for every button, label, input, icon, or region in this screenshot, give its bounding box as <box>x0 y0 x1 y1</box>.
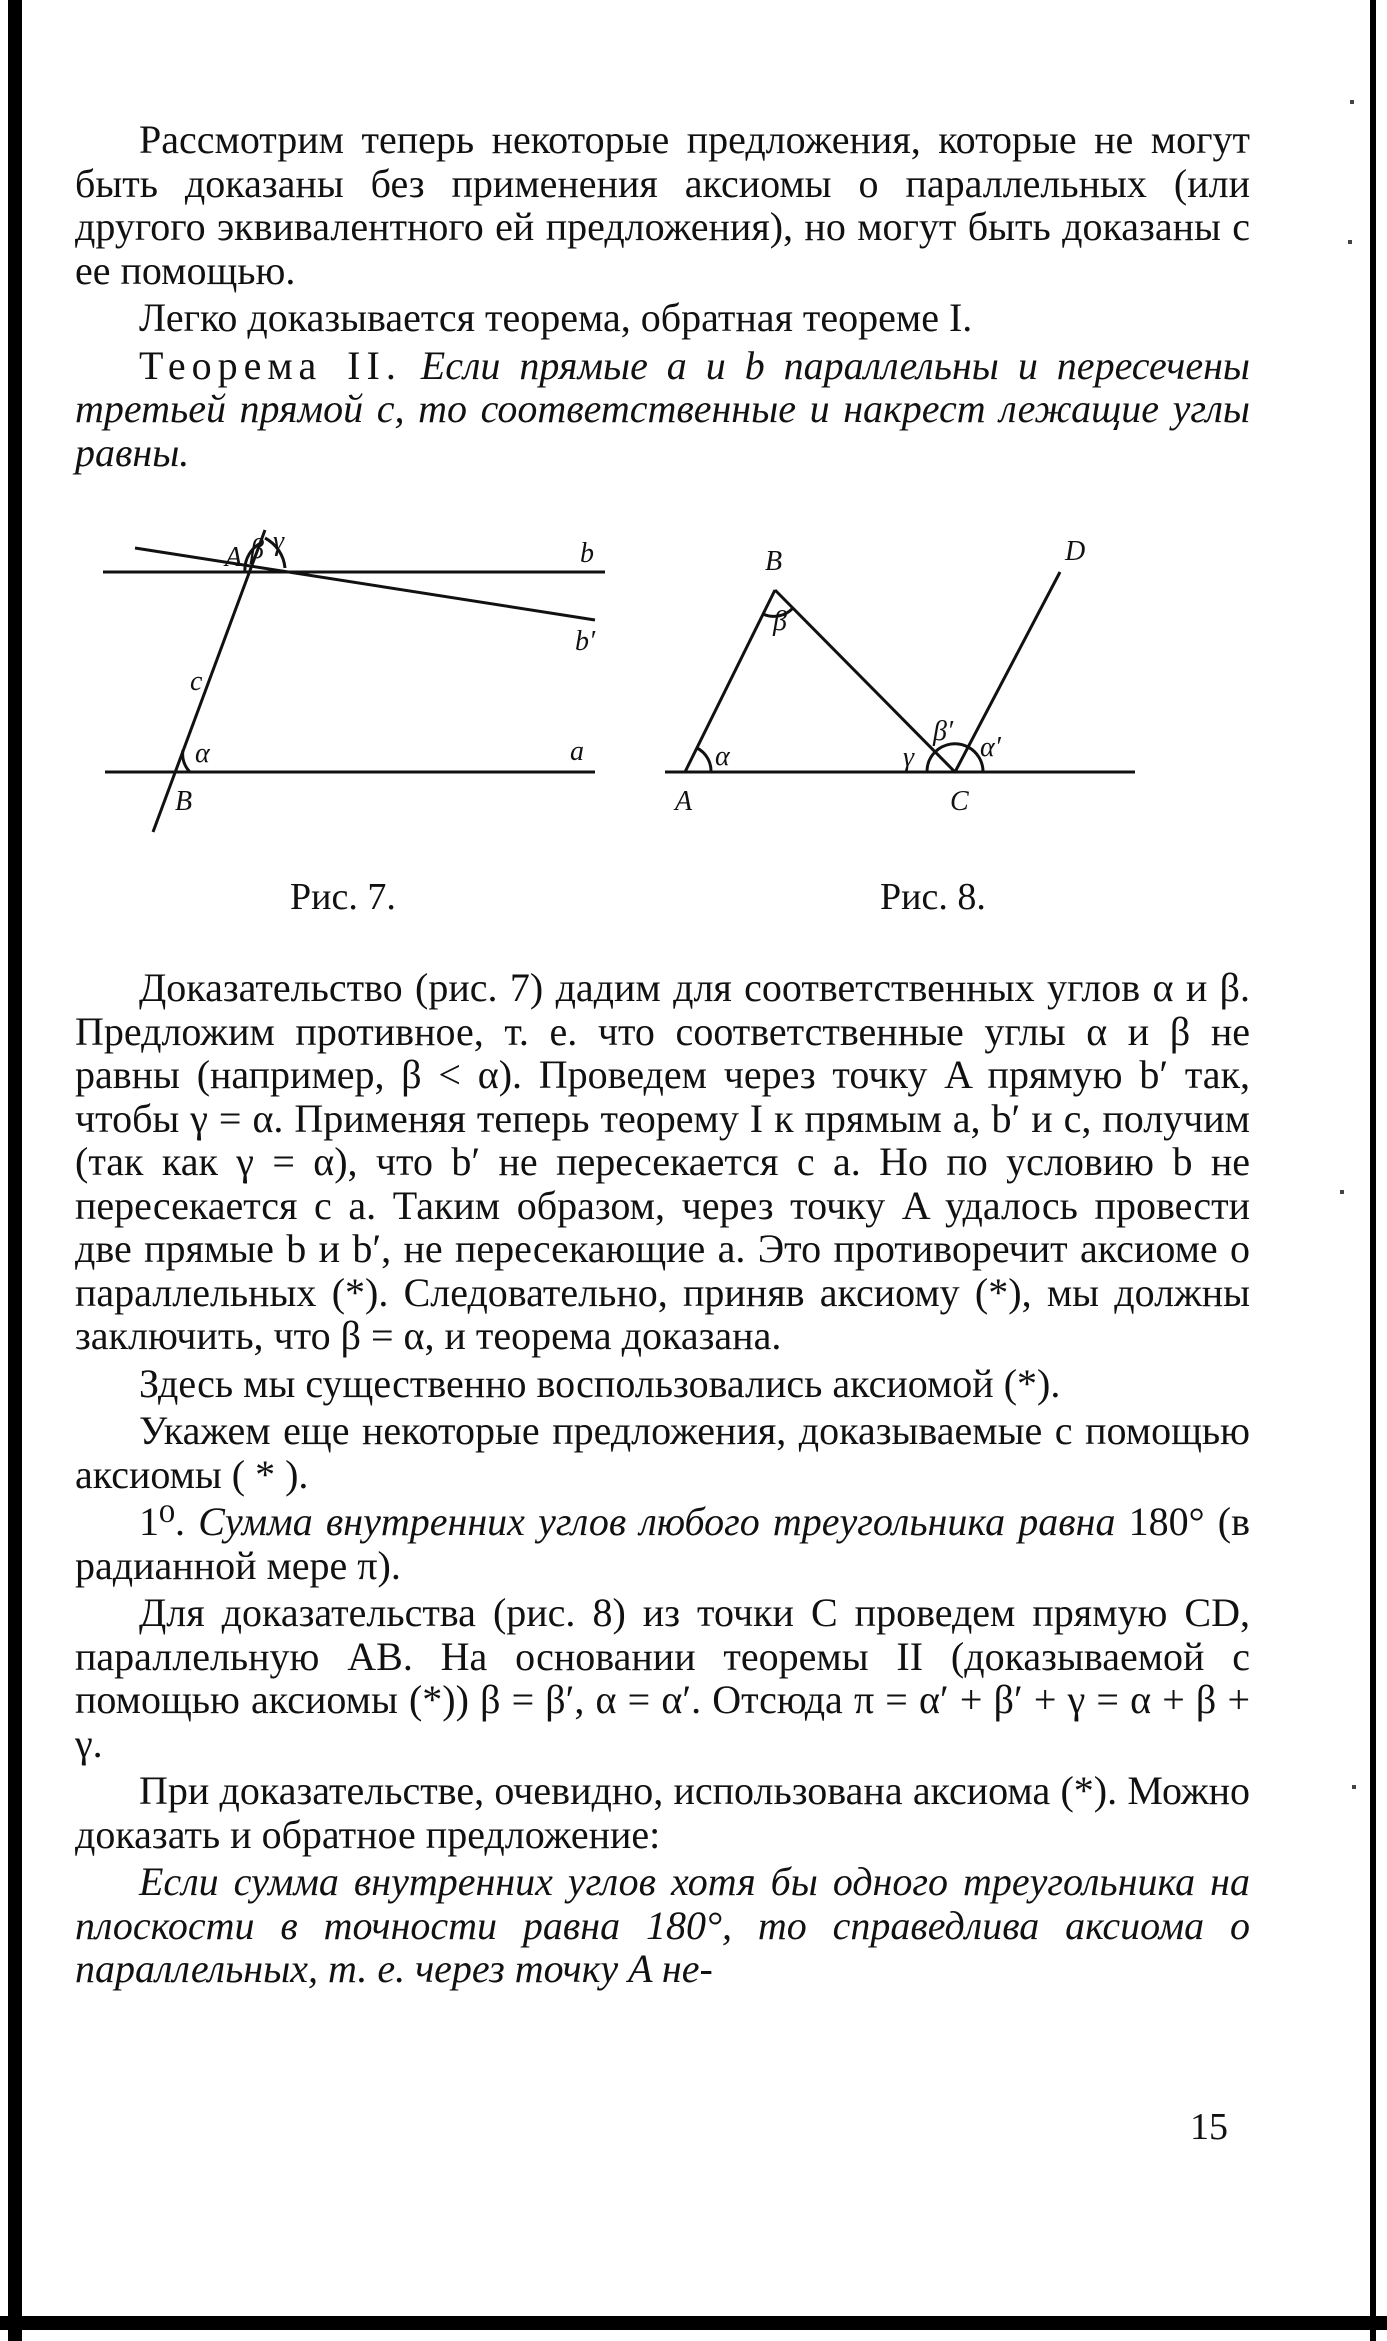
fig7-line-c <box>153 530 265 832</box>
scan-border-right <box>1370 0 1376 2341</box>
figures-svg <box>75 490 1250 940</box>
proposition-1-statement: Сумма внутренних углов любого треугольника равна <box>198 1499 1116 1544</box>
fig8-label-A: A <box>675 786 693 817</box>
paragraph-converse-intro: При доказательстве, очевидно, использована аксиома (*). Можно доказать и обратное предложение: <box>75 1768 1250 1857</box>
proposition-1-number: 1⁰. <box>139 1499 186 1544</box>
paragraph-converse-statement: Если сумма внутренних углов хотя бы одного треугольника на плоскости в точности равна 180°, то справедлива аксиома о параллельных, т. е. через точку A не- <box>75 1859 1250 1991</box>
fig8-line-CD <box>955 572 1060 772</box>
fig7-label-gamma: γ <box>273 526 285 557</box>
figure-8-caption: Рис. 8. <box>880 876 986 918</box>
fig8-label-D: D <box>1065 536 1086 567</box>
scan-speck <box>1348 240 1352 244</box>
scan-speck <box>1350 100 1354 104</box>
theorem-2-statement: Если прямые a и b параллельны и пересечены третьей прямой c, то соответственные и накрест лежащие углы равны. <box>75 342 1251 475</box>
paragraph-intro: Рассмотрим теперь некоторые предложения, которые не могут быть доказаны без применения аксиомы о параллельных (или другого эквивалентного ей предложения), но могут быть доказаны с ее помощью. <box>75 117 1250 293</box>
fig8-side-BC <box>775 590 955 772</box>
fig7-label-A: A <box>225 542 243 573</box>
page-content <box>75 118 1250 1995</box>
fig8-label-alpha-prime: α′ <box>980 732 1001 763</box>
proposition-1-value: 180° (в радианной мере π). <box>75 1499 1251 1588</box>
figure-7-caption: Рис. 7. <box>290 876 396 918</box>
scan-speck <box>1352 1785 1356 1789</box>
fig8-label-beta: β <box>773 606 787 637</box>
figures-row <box>75 490 1250 940</box>
fig7-line-b-prime <box>135 548 595 620</box>
paragraph-further-propositions: Укажем еще некоторые предложения, доказываемые с помощью аксиомы ( * ). <box>75 1408 1250 1497</box>
figure-8-geometry <box>665 572 1135 772</box>
fig7-label-b: b <box>580 538 594 569</box>
fig8-side-AB <box>685 590 775 772</box>
scan-border-bottom <box>0 2316 1387 2330</box>
fig7-label-alpha: α <box>195 738 210 769</box>
fig8-arc-gamma <box>927 752 935 772</box>
paragraph-proof-fig8: Для доказательства (рис. 8) из точки C проведем прямую CD, параллельную AB. На основании теоремы II (доказываемой с помощью аксиомы (*)) β = β′, α = α′. Отсюда π = α′ + β′ + γ = α + β + γ. <box>75 1590 1250 1766</box>
fig8-label-beta-prime: β′ <box>933 716 954 747</box>
proposition-1 <box>75 1500 1250 1587</box>
fig7-label-beta: β <box>250 534 264 565</box>
page-number: 15 <box>1190 2106 1228 2148</box>
scan-speck <box>1340 1190 1344 1194</box>
fig8-label-gamma: γ <box>903 742 915 773</box>
fig7-label-c: c <box>190 666 203 697</box>
fig8-label-B: B <box>765 546 783 577</box>
fig8-label-C: C <box>950 786 969 817</box>
fig8-label-alpha: α <box>715 741 730 772</box>
fig7-label-a: a <box>570 736 584 767</box>
theorem-2 <box>75 344 1250 475</box>
paragraph-proof: Доказательство (рис. 7) дадим для соответственных углов α и β. Предложим противное, т. е. что соответственные углы α и β не равны (например, β < α). Проведем через точку A прямую b′ так, чтобы γ = α. Применяя теперь теорему I к прямым a, b′ и c, получим (так как γ = α), что b′ не пересекается с a. Но по условию b не пересекается с a. Таким образом, через точку A удалось провести две прямые b и b′, не пересекающие a. Это противоречит аксиоме о параллельных (*). Следовательно, приняв аксиому (*), мы должны заключить, что β = α, и теорема доказана. <box>75 965 1250 1358</box>
fig7-label-b-prime: b′ <box>575 626 596 657</box>
fig7-label-B: B <box>175 786 193 817</box>
theorem-2-heading: Теорема II. <box>139 342 402 388</box>
scan-border-left <box>8 0 22 2341</box>
fig7-arc-alpha <box>183 750 190 772</box>
paragraph-converse-note: Легко доказывается теорема, обратная теореме I. <box>139 295 973 340</box>
fig8-arc-alpha <box>697 748 711 772</box>
paragraph-axiom-used: Здесь мы существенно воспользовались аксиомой (*). <box>139 1360 1061 1406</box>
